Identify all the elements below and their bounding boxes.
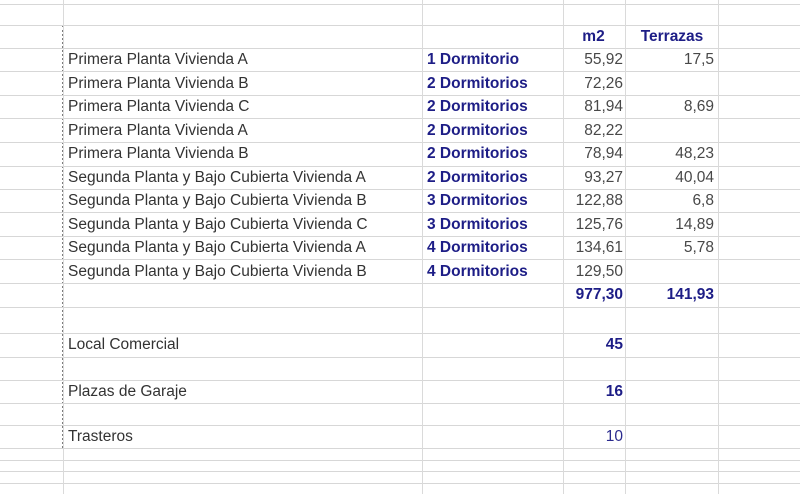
totals-m2-cell[interactable]: 977,30	[575, 286, 623, 303]
gridline-horizontal	[0, 25, 800, 26]
gridline-horizontal	[0, 357, 800, 358]
unit-name-cell[interactable]: Segunda Planta y Bajo Cubierta Vivienda C	[68, 215, 368, 233]
m2-cell[interactable]: 81,94	[584, 98, 623, 115]
terraza-cell[interactable]: 40,04	[675, 168, 714, 186]
m2-cell[interactable]: 93,27	[584, 168, 623, 186]
unit-name-cell[interactable]: Primera Planta Vivienda B	[68, 74, 249, 92]
gridline-horizontal	[0, 483, 800, 484]
unit-name-cell[interactable]: Segunda Planta y Bajo Cubierta Vivienda B	[68, 192, 367, 209]
gridline-vertical	[422, 0, 423, 494]
m2-cell[interactable]: 78,94	[584, 145, 623, 162]
column-header-m2[interactable]: m2	[582, 28, 605, 45]
unit-name-cell[interactable]: Primera Planta Vivienda B	[68, 145, 249, 162]
m2-cell[interactable]: 72,26	[584, 74, 623, 92]
totals-terrazas-cell[interactable]: 141,93	[666, 286, 714, 303]
terraza-cell[interactable]: 6,8	[692, 192, 714, 209]
extra-value-cell[interactable]: 16	[605, 383, 623, 400]
gridline-vertical	[63, 0, 64, 494]
unit-name-cell[interactable]: Segunda Planta y Bajo Cubierta Vivienda A	[68, 168, 366, 186]
extra-value-cell[interactable]: 45	[605, 336, 623, 353]
bedrooms-cell[interactable]: 3 Dormitorios	[427, 215, 528, 233]
bedrooms-cell[interactable]: 3 Dormitorios	[427, 192, 528, 209]
terraza-cell[interactable]: 8,69	[683, 98, 714, 115]
terraza-cell[interactable]: 5,78	[683, 239, 714, 256]
m2-cell[interactable]: 134,61	[575, 239, 623, 256]
gridline-horizontal	[0, 460, 800, 461]
unit-name-cell[interactable]: Primera Planta Vivienda C	[68, 98, 250, 115]
terraza-cell[interactable]: 48,23	[675, 145, 714, 162]
extra-value-cell[interactable]: 10	[605, 428, 623, 445]
m2-cell[interactable]: 55,92	[584, 51, 623, 68]
gridline-horizontal	[0, 471, 800, 472]
bedrooms-cell[interactable]: 4 Dormitorios	[427, 239, 528, 256]
unit-name-cell[interactable]: Primera Planta Vivienda A	[68, 51, 248, 68]
bedrooms-cell[interactable]: 4 Dormitorios	[427, 262, 528, 280]
unit-name-cell[interactable]: Segunda Planta y Bajo Cubierta Vivienda B	[68, 262, 367, 280]
m2-cell[interactable]: 122,88	[575, 192, 623, 209]
gridline-vertical	[718, 0, 719, 494]
terraza-cell[interactable]	[620, 119, 714, 143]
column-header-terrazas[interactable]: Terrazas	[640, 28, 704, 45]
extra-name-cell[interactable]: Plazas de Garaje	[68, 383, 187, 400]
m2-cell[interactable]: 129,50	[575, 262, 623, 280]
terraza-cell[interactable]	[620, 260, 714, 284]
unit-name-cell[interactable]: Segunda Planta y Bajo Cubierta Vivienda A	[68, 239, 366, 256]
terraza-cell[interactable]: 17,5	[683, 51, 714, 68]
gridline-horizontal	[0, 307, 800, 308]
extra-name-cell[interactable]: Trasteros	[68, 428, 133, 445]
m2-cell[interactable]: 82,22	[584, 121, 623, 139]
gridline-horizontal	[0, 4, 800, 5]
bedrooms-cell[interactable]: 1 Dormitorio	[427, 51, 520, 68]
unit-name-cell[interactable]: Primera Planta Vivienda A	[68, 121, 248, 139]
bedrooms-cell[interactable]: 2 Dormitorios	[427, 74, 528, 92]
extra-name-cell[interactable]: Local Comercial	[68, 336, 180, 353]
terraza-cell[interactable]: 14,89	[675, 215, 714, 233]
bedrooms-cell[interactable]: 2 Dormitorios	[427, 98, 528, 115]
bedrooms-cell[interactable]: 2 Dormitorios	[427, 121, 528, 139]
m2-cell[interactable]: 125,76	[575, 215, 623, 233]
terraza-cell[interactable]	[620, 72, 714, 96]
bedrooms-cell[interactable]: 2 Dormitorios	[427, 168, 528, 186]
bedrooms-cell[interactable]: 2 Dormitorios	[427, 145, 528, 162]
